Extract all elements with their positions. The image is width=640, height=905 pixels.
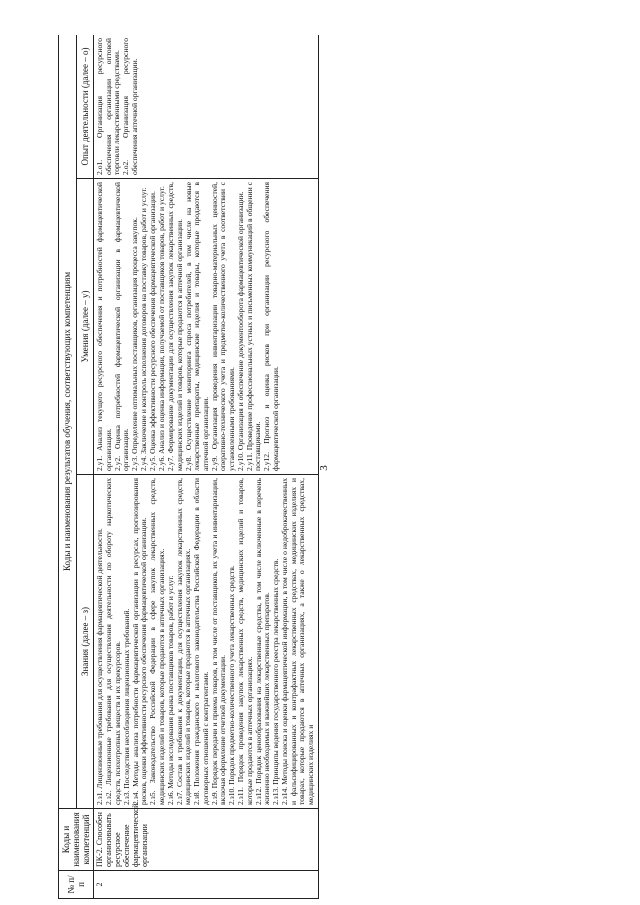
skills-cell xyxy=(94,179,319,475)
list-item: 2.з10. Порядок предметно-количественного учета лекарственных средств. xyxy=(227,565,237,805)
list-item: 2.з9. Порядок передачи и приема товаров, в том числе от поставщиков, их учета и инвентаризации, включая оформление отчетной документации. xyxy=(209,478,228,805)
document-sheet xyxy=(58,35,640,899)
list-item: 2.з6. Методы исследования рынка поставщиков товаров, работ и услуг. xyxy=(165,575,175,805)
header-experience: Опыт деятельности (далее – о) xyxy=(76,35,94,179)
header-skills: Умения (далее – у) xyxy=(76,179,94,475)
list-item: 2.у11. Проведение профессиональных устных и письменных коммуникаций в общении с поставщиками. xyxy=(244,182,263,471)
list-item: 2.з4. Методы анализа потребности фармацевтической организации в ресурсах, прогнозирования рисков, оценки эффективности ресурсного обеспечения фармацевтической организации. xyxy=(130,478,149,805)
list-item: 2.у5. Оценка эффективности ресурсного обеспечения фармацевтической организации. xyxy=(148,191,158,471)
list-item: 2.о2. Организация ресурсного обеспечения аптечной организации. xyxy=(121,38,139,175)
list-item: 2.з8. Положения гражданского и налогового законодательства Российской Федерации в области договорных отношений с контрагентами. xyxy=(192,478,210,805)
list-item: 2.з11. Порядок проведения закупок лекарственных средств, медицинских изделий и товаров, которые продаются в аптечных организациях. xyxy=(236,478,254,805)
list-item: 2.з2. Лицензионные требования для осуществления деятельности по обороту наркотических средств, психотропных веществ и их прекурсоров. xyxy=(104,478,122,805)
list-item: 2.у9. Организация проведения инвентаризации товарно-материальных ценностей, оперативно-технического учета и предметно-количественного учета в соответствии с установленными требованиями. xyxy=(209,182,236,471)
knowledge-cell xyxy=(94,475,319,809)
header-code: Коды и наименования компетенций xyxy=(59,809,94,871)
list-item: 2.у10. Организация и обеспечение документооборота фармацевтической организации. xyxy=(235,191,245,471)
list-item: 2.у12. Прогноз и оценка рисков при организации ресурсного обеспечения фармацевтической организации. xyxy=(262,182,280,471)
list-item: 2.у6. Анализ и оценка информации, получаемой от поставщиков товаров, работ и услуг. xyxy=(157,186,167,471)
competence-code: ПК-2. Способен организовывать ресурсное обеспечение фармацевтической организации xyxy=(94,809,319,871)
list-item: 2.у8. Осуществление мониторинга спроса потребителей, в том числе на новые лекарственные препараты, медицинские изделия и товары, которые продаются в аптечной организации. xyxy=(183,182,210,471)
row-number: 2 xyxy=(94,871,319,899)
list-item: 2.з12. Порядок ценообразования на лекарственные средства, в том числе включенные в перечень жизненно необходимых и важнейших лекарственных препаратов. xyxy=(253,478,272,805)
experience-cell xyxy=(94,35,319,179)
list-item: 2.з3. Последствия несоблюдения лицензионных требований. xyxy=(121,608,131,805)
list-item: 2.у2. Оценка потребностей фармацевтической организации в фармацевтической организации. xyxy=(112,182,131,471)
list-item: 2.з7. Состав и требования к документации, для осуществления закупок лекарственных средств, медицинских изделий и товаров, которые продаются в аптечных организациях. xyxy=(174,478,193,805)
table-row xyxy=(94,35,319,899)
list-item: 2.з14. Методы поиска и оценки фармацевтической информации, в том числе о недоброкачественных и фальсифицированных и контрафактных лекарственных средствах, медицинских изделиях и товарах, которые продаются в аптечных организациях, а также о лекарственных средствах, медицинских изделиях и xyxy=(280,478,315,805)
list-item: 2.у4. Заключение и контроль исполнения договоров на поставку товаров, работ и услуг. xyxy=(139,187,149,471)
header-group: Коды и наименования результатов обучения, соответствующих компетенциям xyxy=(59,35,77,809)
list-item: 2.з13. Принципы ведения государственного реестра лекарственных средств. xyxy=(271,558,281,805)
list-item: 2.у1. Анализ текущего ресурсного обеспечения и потребностей фармацевтической организации. xyxy=(95,182,113,471)
header-num: № п/п xyxy=(59,871,94,899)
competence-table xyxy=(58,35,319,899)
page-number: 3 xyxy=(318,465,330,471)
list-item: 2.з1. Лицензионные требования для осуществления фармацевтической деятельности. xyxy=(95,528,105,805)
header-knowledge: Знания (далее – з) xyxy=(76,475,94,809)
list-item: 2.о1. Организация ресурсного обеспечения организации оптовой торговли лекарственными средствами. xyxy=(95,38,122,175)
list-item: 2.у7. Формирование документации для осуществления закупок лекарственных средств, медицинских изделий и товаров, которые продаются в аптечной организации. xyxy=(166,182,184,471)
rotated-table-wrapper xyxy=(58,35,640,899)
list-item: 2.з5. Законодательство Российской Федерации в сфере закупок лекарственных средств, медицинских изделий и товаров, которые продаются в аптечных организациях. xyxy=(148,478,166,805)
list-item: 2.у3. Определение оптимальных поставщиков, организация процесса закупок. xyxy=(130,217,140,471)
